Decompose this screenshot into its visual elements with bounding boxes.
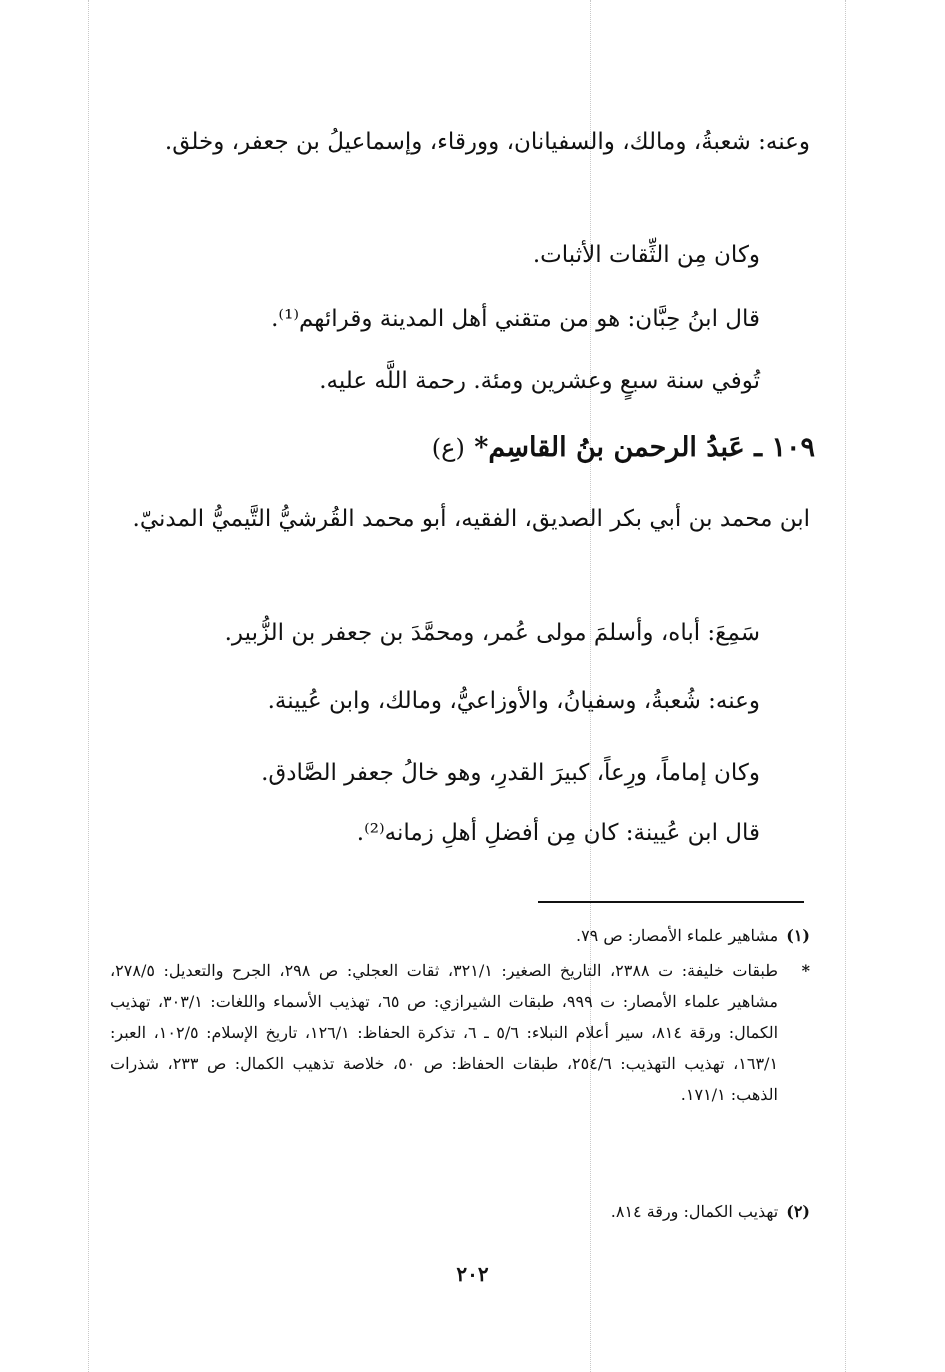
paragraph-ibn-hibban: قال ابنُ حِبَّان: هو من متقني أهل المدينة وقرائهم⁽¹⁾. — [271, 306, 760, 332]
paragraph-teachers: سَمِعَ: أباه، وأسلمَ مولى عُمر، ومحمَّدَ بن جعفر بن الزُّبير. — [224, 620, 760, 646]
footnote-1-marker: (١) — [786, 926, 810, 945]
footnote-2-text: تهذيب الكمال: ورقة ٨١٤. — [610, 1202, 779, 1221]
paragraph-students-1: وعنه: شعبةُ، ومالك، والسفيانان، وورقاء، وإسماعيلُ بن جعفر، وخلق. — [164, 129, 810, 155]
scan-dotted-line-right — [845, 0, 846, 1372]
page-number: ٢٠٢ — [456, 1262, 489, 1286]
paragraph-status: وكان إماماً، ورِعاً، كبيرَ القدرِ، وهو خالُ جعفر الصَّادق. — [261, 760, 760, 786]
paragraph-ibn-uyaynah: قال ابن عُيينة: كان مِن أفضلِ أهلِ زمانه⁽²⁾. — [356, 820, 760, 846]
entry-name: عَبدُ الرحمن بنُ القاسِم* — [474, 432, 745, 463]
entry-heading — [432, 432, 815, 463]
paragraph-lineage: ابن محمد بن أبي بكر الصديق، الفقيه، أبو محمد القُرشيُّ التَّيميُّ المدنيّ. — [132, 506, 810, 532]
entry-number: ١٠٩ ـ — [754, 432, 815, 463]
footnote-star-text: طبقات خليفة: ت ٢٣٨٨، التاريخ الصغير: ٣٢١/١، ثقات العجلي: ص ٢٩٨، الجرح والتعديل: ٢٧٨/٥، مشاهير علماء الأمصار: ت ٩٩٩، طبقات الشيرازي: ص ٦٥، تهذيب الأسماء واللغات: ٣٠٣/١، تهذيب الكمال: ورقة ٨١٤، سير أعلام النبلاء: ٥/٦ ـ ٦، تذكرة الحفاظ: ١٢٦/١، تاريخ الإسلام: ١٠٢/٥، العبر: ١٦٣/١، تهذيب التهذيب: ٢٥٤/٦، طبقات الحفاظ: ص ٥٠، خلاصة تذهيب الكمال: ص ٢٣٣، شذرات الذهب: ١٧١/١. — [110, 961, 779, 1104]
paragraph-students-2: وعنه: شُعبةُ، وسفيانُ، والأوزاعيُّ، ومالك، وابن عُيينة. — [267, 688, 760, 714]
entry-source-tag: (ع) — [431, 434, 465, 462]
footnote-2 — [110, 1196, 810, 1227]
paragraph-reliability: وكان مِن الثِّقات الأثبات. — [532, 242, 760, 268]
paragraph-death: تُوفي سنة سبعٍ وعشرين ومئة. رحمة اللَّه عليه. — [319, 368, 760, 394]
footnote-separator — [538, 901, 804, 903]
footnote-1 — [110, 920, 810, 951]
footnote-star-marker: * — [801, 961, 810, 980]
scan-dotted-line-left — [88, 0, 89, 1372]
footnote-2-marker: (٢) — [786, 1202, 810, 1221]
footnote-1-text: مشاهير علماء الأمصار: ص ٧٩. — [575, 926, 779, 945]
footnote-star — [110, 955, 810, 1110]
